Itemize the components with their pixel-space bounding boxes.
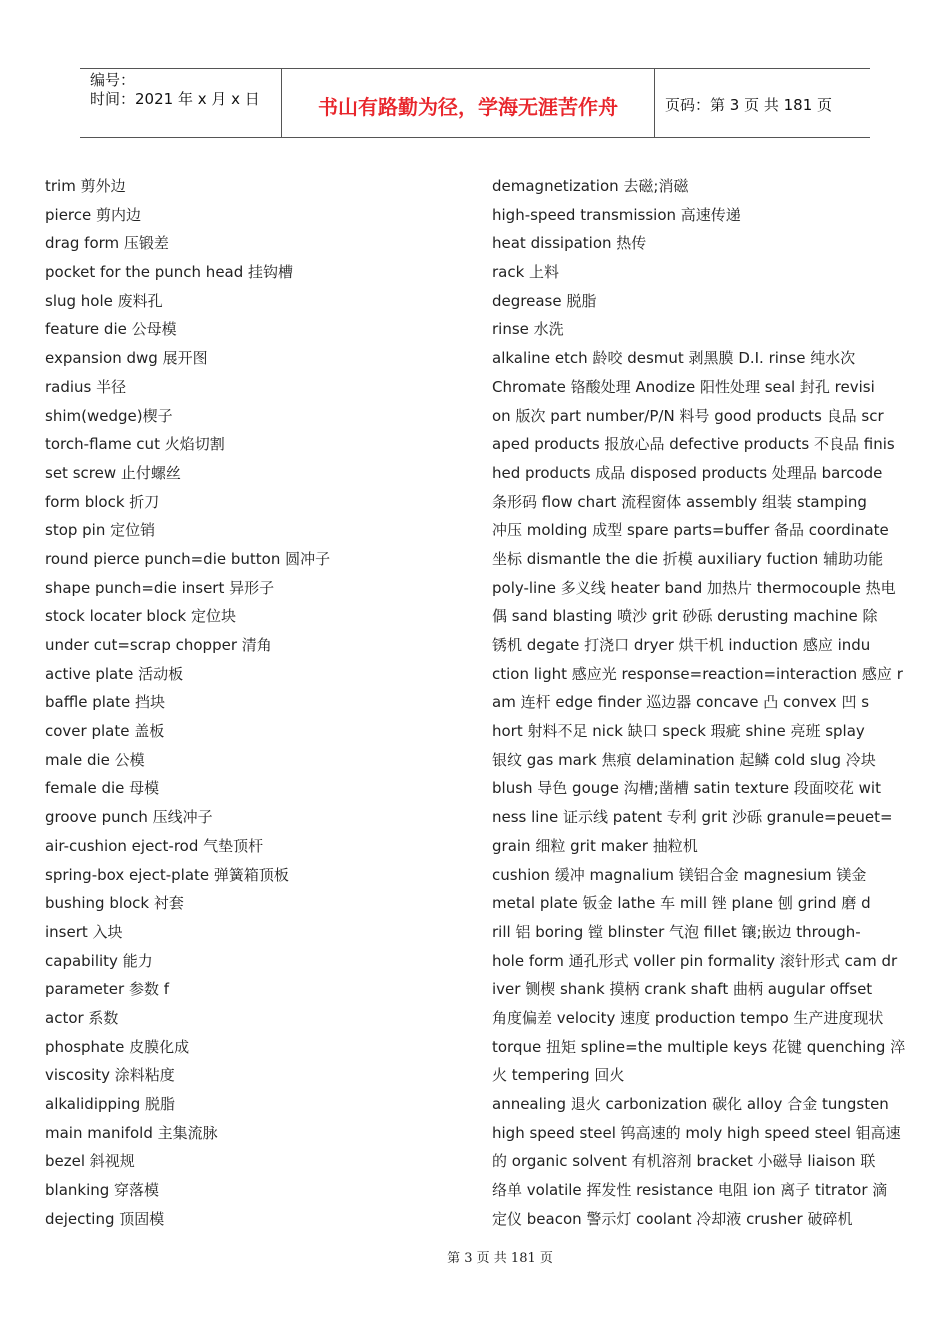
header-number-label: 编号：	[90, 71, 136, 89]
header-time-label: 时间：2021 年 x 月 x 日	[90, 90, 260, 108]
glossary-text-line: 锈机 degate 打浇口 dryer 烘干机 induction 感应 indu	[492, 636, 871, 654]
glossary-text-line: blush 导色 gouge 沟槽;凿槽 satin texture 段面咬花 wit	[492, 779, 881, 798]
glossary-text-line: ction light 感应光 response=reaction=interaction 感应 r	[492, 664, 903, 683]
glossary-entry: active plate 活动板	[45, 664, 184, 683]
glossary-text-line: rack 上料	[492, 263, 560, 282]
glossary-text-line: demagnetization 去磁;消磁	[492, 177, 689, 195]
header-divider	[654, 69, 655, 137]
glossary-entry: set screw 止付螺丝	[45, 463, 181, 482]
glossary-entry: dejecting 顶固模	[45, 1209, 165, 1228]
glossary-text-line: iver 铡楔 shank 摸柄 crank shaft 曲柄 augular offset	[492, 980, 873, 999]
glossary-text-line: 冲压 molding 成型 spare parts=buffer 备品 coordinate	[492, 521, 889, 540]
glossary-entry: main manifold 主集流脉	[45, 1123, 218, 1142]
glossary-entry: radius 半径	[45, 377, 127, 396]
glossary-entry: pocket for the punch head 挂钩槽	[45, 263, 294, 282]
glossary-entry: slug hole 废料孔	[45, 291, 163, 310]
glossary-entry: groove punch 压线冲子	[45, 808, 213, 827]
glossary-entry: stock locater block 定位块	[45, 607, 236, 626]
glossary-text-line: 偶 sand blasting 喷沙 grit 砂砾 derusting machine 除	[492, 607, 878, 626]
glossary-text-line: high speed steel 钨高速的 moly high speed steel 钼高速	[492, 1123, 901, 1142]
glossary-text-line: metal plate 钣金 lathe 车 mill 锉 plane 刨 grind 磨 d	[492, 894, 871, 913]
glossary-entry: alkalidipping 脱脂	[45, 1095, 176, 1113]
glossary-entry: bezel 斜视规	[45, 1152, 135, 1171]
glossary-text-line: cushion 缓冲 magnalium 镁铝合金 magnesium 镁金	[492, 865, 867, 884]
glossary-text-line: 火 tempering 回火	[492, 1066, 625, 1085]
glossary-entry: phosphate 皮膜化成	[45, 1037, 190, 1056]
glossary-entry: trim 剪外边	[45, 177, 126, 195]
glossary-text-line: am 连杆 edge finder 巡边器 concave 凸 convex 凹 s	[492, 693, 870, 712]
header-page-label: 页码：第 3 页 共 181 页	[665, 96, 833, 114]
glossary-text-line: 角度偏差 velocity 速度 production tempo 生产进度现状	[492, 1008, 884, 1027]
glossary-text-line: on 版次 part number/P/N 料号 good products 良品 scr	[492, 406, 884, 425]
glossary-text-line: ness line 证示线 patent 专利 grit 沙砾 granule=peuet=	[492, 808, 893, 827]
glossary-text-line: hort 射料不足 nick 缺口 speck 瑕疵 shine 亮班 splay	[492, 722, 865, 741]
glossary-text-line: high-speed transmission 高速传递	[492, 205, 741, 224]
glossary-entry: drag form 压锻差	[45, 234, 169, 253]
glossary-entry: viscosity 涂料粘度	[45, 1066, 175, 1085]
header-info	[90, 71, 260, 109]
glossary-text-line: 坐标 dismantle the die 折模 auxiliary fuction 辅助功能	[492, 549, 884, 568]
page-header	[80, 68, 870, 138]
glossary-entry: insert 入块	[45, 922, 123, 941]
glossary-text-line: hed products 成品 disposed products 处理品 barcode	[492, 463, 883, 482]
header-motto: 书山有路勤为径，学海无涯苦作舟	[318, 95, 618, 119]
glossary-text-line: torque 扭矩 spline=the multiple keys 花键 quenching 淬	[492, 1037, 906, 1056]
glossary-text-line: Chromate 铬酸处理 Anodize 阳性处理 seal 封孔 revisi	[492, 377, 875, 396]
glossary-text-line: heat dissipation 热传	[492, 234, 647, 253]
glossary-entry: parameter 参数 f	[45, 980, 170, 999]
glossary-text-line: alkaline etch 龄咬 desmut 剥黑膜 D.I. rinse 纯水次	[492, 349, 856, 368]
glossary-text-line: 银纹 gas mark 焦痕 delamination 起鳞 cold slug 冷块	[492, 750, 876, 769]
glossary-entry: expansion dwg 展开图	[45, 349, 208, 368]
glossary-text-line: 条形码 flow chart 流程窗体 assembly 组装 stamping	[492, 492, 867, 511]
glossary-entry: round pierce punch=die button 圆冲子	[45, 549, 331, 568]
glossary-text-line: 定仪 beacon 警示灯 coolant 冷却液 crusher 破碎机	[492, 1209, 853, 1228]
glossary-entry: actor 系数	[45, 1008, 119, 1027]
glossary-entry: capability 能力	[45, 951, 153, 970]
glossary-entry: air-cushion eject-rod 气垫顶杆	[45, 836, 264, 855]
glossary-text-line: 的 organic solvent 有机溶剂 bracket 小磁导 liaison 联	[492, 1152, 876, 1171]
page-footer: 第 3 页 共 181 页	[447, 1251, 553, 1266]
glossary-text-line: rinse 水洗	[492, 320, 564, 339]
glossary-entry: under cut=scrap chopper 清角	[45, 636, 272, 654]
glossary-entry: shim(wedge)楔子	[45, 406, 173, 425]
glossary-entry: feature die 公母模	[45, 320, 177, 339]
glossary-entry: male die 公模	[45, 750, 145, 769]
glossary-entry: form block 折刀	[45, 492, 160, 511]
left-glossary-column	[45, 172, 465, 1233]
glossary-entry: shape punch=die insert 异形子	[45, 578, 275, 597]
glossary-text-line: hole form 通孔形式 voller pin formality 滚针形式 cam dr	[492, 951, 898, 970]
glossary-text-line: aped products 报放心品 defective products 不良品 finis	[492, 435, 895, 454]
glossary-text-line: rill 铝 boring 镗 blinster 气泡 fillet 镶;嵌边 through-	[492, 922, 861, 941]
glossary-text-line: poly-line 多义线 heater band 加热片 thermocouple 热电	[492, 578, 896, 597]
glossary-entry: cover plate 盖板	[45, 722, 165, 741]
glossary-entry: spring-box eject-plate 弹簧箱顶板	[45, 865, 289, 884]
glossary-entry: stop pin 定位销	[45, 521, 156, 540]
glossary-entry: torch-flame cut 火焰切割	[45, 435, 225, 454]
glossary-entry: bushing block 衬套	[45, 894, 184, 913]
glossary-entry: baffle plate 挡块	[45, 693, 165, 712]
glossary-text-line: 络单 volatile 挥发性 resistance 电阻 ion 离子 titrator 滴	[492, 1181, 888, 1200]
glossary-entry: female die 母模	[45, 779, 160, 798]
glossary-text-line: annealing 退火 carbonization 碳化 alloy 合金 tungsten	[492, 1095, 889, 1113]
glossary-entry: pierce 剪内边	[45, 205, 141, 224]
glossary-entry: blanking 穿落模	[45, 1181, 160, 1200]
right-glossary-column	[492, 172, 910, 1233]
glossary-text-line: grain 细粒 grit maker 抽粒机	[492, 836, 698, 855]
glossary-text-line: degrease 脱脂	[492, 291, 597, 310]
